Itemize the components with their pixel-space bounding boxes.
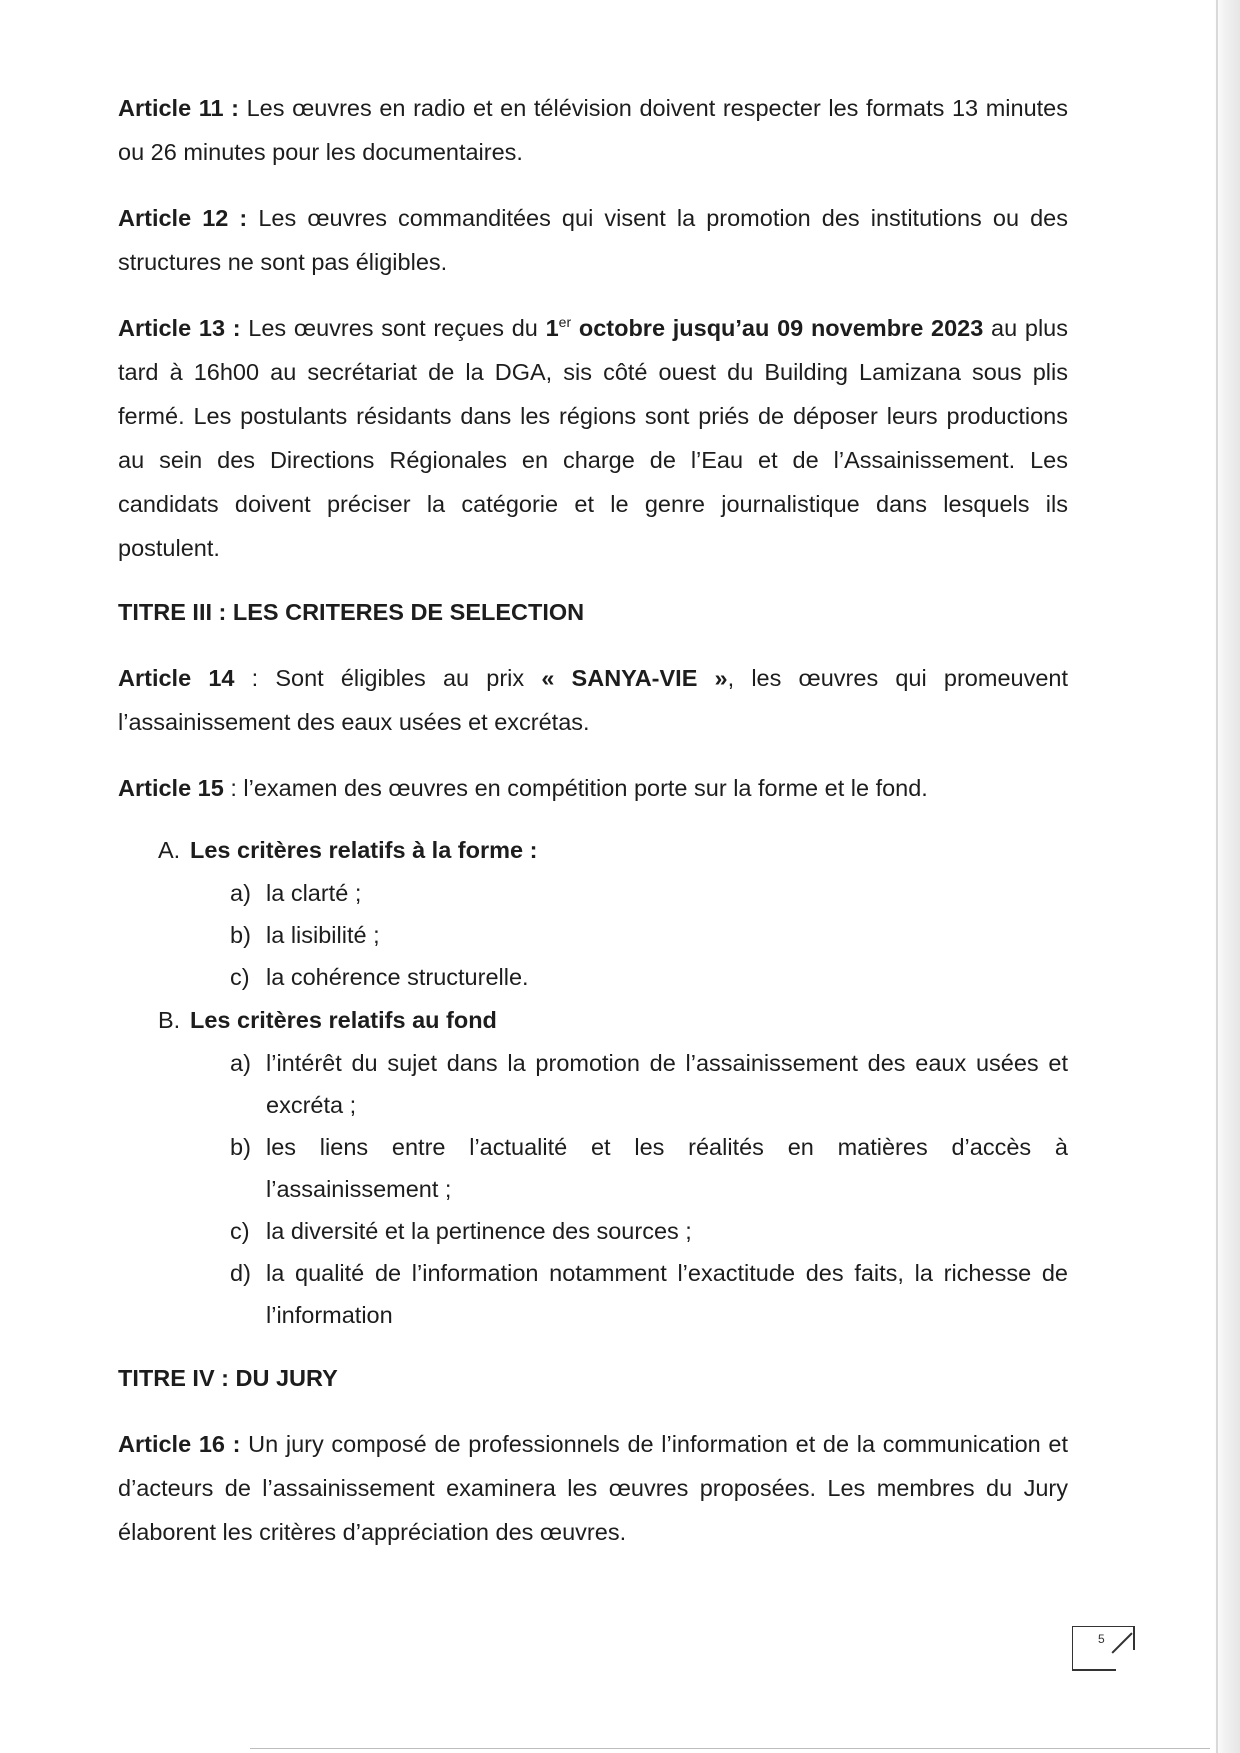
article-16-label: Article 16 :: [118, 1431, 241, 1457]
title-iii: TITRE III : LES CRITERES DE SELECTION: [118, 599, 585, 625]
document-body: [118, 86, 1068, 1554]
article-16-text: Un jury composé de professionnels de l’information et de la communication et d’acteurs de l’assainissement examinera les œuvres proposées. Les membres du Jury élaborent les critères d’appréciation des œuvres.: [118, 1431, 1069, 1545]
article-13-text-before: Les œuvres sont reçues du: [240, 315, 546, 341]
list-item: [230, 1210, 1068, 1252]
criteria-a-title: Les critères relatifs à la forme :: [190, 837, 538, 863]
list-item-letter: a): [230, 1050, 251, 1076]
article-11-text: Les œuvres en radio et en télévision doivent respecter les formats 13 minutes ou 26 minutes pour les documentaires.: [118, 95, 1068, 165]
article-14: [118, 656, 1068, 744]
list-item: [230, 1126, 1068, 1210]
article-13-day: 1: [545, 315, 559, 341]
page-edge-line: [1216, 0, 1218, 1753]
article-12: [118, 196, 1068, 284]
article-14-text-after: , les œuvres qui promeuvent l’assainissement des eaux usées et excrétas.: [118, 665, 1069, 735]
criteria-list: [158, 828, 1068, 1336]
article-16: [118, 1422, 1068, 1554]
article-13-text-after: au plus tard à 16h00 au secrétariat de la DGA, sis côté ouest du Building Lamizana sous plis fermé. Les postulants résidants dans les régions sont priés de déposer leurs productions au sein des Directions Régionales en charge de l’Eau et de l’Assainissement. Les candidats doivent préciser la catégorie et le genre journalistique dans lesquels ils postulent.: [118, 315, 1068, 561]
article-14-text-before: : Sont éligibles au prix: [234, 665, 542, 691]
list-item-letter: b): [230, 922, 251, 948]
article-13-sup: er: [558, 314, 572, 331]
article-15: [118, 766, 1068, 810]
list-item: [230, 914, 1068, 956]
article-13-label: Article 13 :: [118, 315, 241, 341]
article-11-label: Article 11 :: [118, 95, 240, 121]
criteria-b-heading: [158, 998, 1068, 1042]
criteria-a-letter: A.: [158, 837, 181, 863]
list-item-letter: d): [230, 1260, 251, 1286]
list-item: [230, 1042, 1068, 1126]
criteria-b-letter: B.: [158, 1007, 181, 1033]
list-item: [230, 956, 1068, 998]
list-item: [230, 1252, 1068, 1336]
list-item-letter: c): [230, 1218, 250, 1244]
article-15-label: Article 15: [118, 775, 224, 801]
list-item-text: la diversité et la pertinence des sources ;: [266, 1218, 692, 1244]
title-iv: TITRE IV : DU JURY: [118, 1365, 338, 1391]
article-13-dates: octobre jusqu’au 09 novembre 2023: [571, 315, 984, 341]
list-item-text: la cohérence structurelle.: [266, 964, 529, 990]
article-15-text: : l’examen des œuvres en compétition porte sur la forme et le fond.: [223, 775, 928, 801]
list-item-letter: c): [230, 964, 250, 990]
list-item-letter: b): [230, 1134, 251, 1160]
page-number-box-right: [1133, 1626, 1135, 1650]
article-12-text: Les œuvres commanditées qui visent la promotion des institutions ou des structures ne sont pas éligibles.: [118, 205, 1068, 275]
list-item-text: la clarté ;: [266, 880, 362, 906]
criteria-b-items: [230, 1042, 1068, 1336]
list-item-text: la qualité de l’information notamment l’exactitude des faits, la richesse de l’information: [266, 1260, 1068, 1328]
list-item-letter: a): [230, 880, 251, 906]
article-14-prize: « SANYA-VIE »: [541, 665, 728, 691]
article-13: [118, 306, 1068, 570]
page-bottom-edge: [250, 1748, 1210, 1749]
page-number: 5: [1098, 1632, 1105, 1646]
page-number-box-bottom: [1072, 1669, 1116, 1671]
article-11: [118, 86, 1068, 174]
criteria-a-heading: [158, 828, 1068, 872]
criteria-b-title: Les critères relatifs au fond: [190, 1007, 497, 1033]
list-item: [230, 872, 1068, 914]
article-14-label: Article 14: [118, 665, 235, 691]
list-item-text: la lisibilité ;: [266, 922, 380, 948]
list-item-text: les liens entre l’actualité et les réalités en matières d’accès à l’assainissement ;: [266, 1134, 1068, 1202]
article-12-label: Article 12 :: [118, 205, 248, 231]
criteria-a-items: [230, 872, 1068, 998]
list-item-text: l’intérêt du sujet dans la promotion de l’assainissement des eaux usées et excréta ;: [266, 1050, 1068, 1118]
